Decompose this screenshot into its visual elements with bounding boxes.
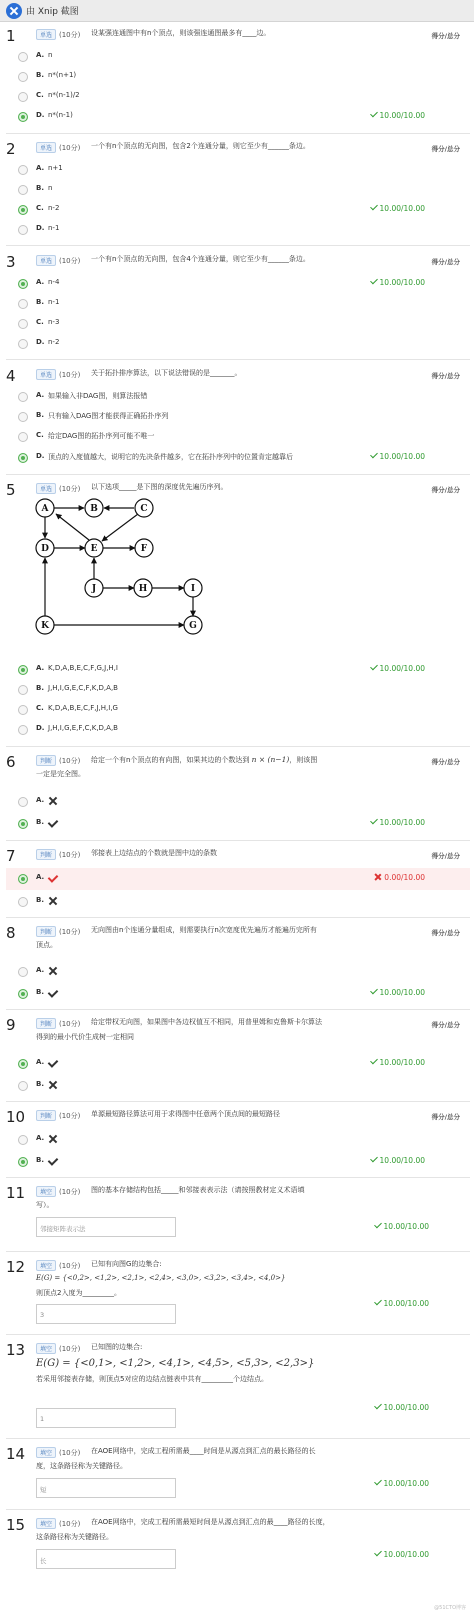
result-score: 10.00/10.00 (371, 664, 425, 673)
option-text: K,D,A,B,E,C,F,J,H,I,G (48, 704, 118, 712)
correct-check-icon (371, 204, 378, 211)
question-number: 8 (6, 924, 16, 942)
radio-button[interactable] (18, 705, 28, 715)
radio-button[interactable] (18, 897, 28, 907)
result-score: 10.00/10.00 (371, 204, 425, 213)
radio-button[interactable] (18, 225, 28, 235)
question-points: (10分) (59, 1345, 81, 1353)
graph-node-label: K (41, 621, 49, 631)
question-number: 1 (6, 27, 16, 45)
question-type-badge: 判断 (36, 849, 56, 860)
question-type-badge: 填空 (36, 1447, 56, 1458)
cross-icon (48, 896, 58, 906)
question-text: 给定带权无向图，如果图中各边权值互不相同，用普里姆和克鲁斯卡尔算法 (91, 1018, 322, 1026)
check-icon (48, 1156, 58, 1166)
option-text: 如果输入非DAG图，则算法报错 (48, 392, 148, 400)
correct-check-icon (371, 988, 378, 995)
radio-button-selected[interactable] (18, 819, 28, 829)
option-row[interactable] (6, 221, 470, 239)
option-row[interactable] (6, 701, 470, 719)
option-row-selected[interactable] (6, 449, 470, 467)
question-type-badge: 判断 (36, 755, 56, 766)
question-points: (10分) (59, 1449, 81, 1457)
question-type-badge: 单选 (36, 369, 56, 380)
question-text: 在AOE网络中，完成工程所需最短时间是从源点到汇点的最____路径的长度， (91, 1518, 330, 1526)
question-text: 邻接表上边结点的个数就是图中边的条数 (91, 849, 217, 857)
answer-input[interactable]: 长 (36, 1549, 176, 1569)
option-row-selected[interactable] (6, 815, 470, 833)
question-number: 4 (6, 367, 16, 385)
correct-check-icon (371, 111, 378, 118)
correct-check-icon (371, 1156, 378, 1163)
question-points: (10分) (59, 485, 81, 493)
question-number: 5 (6, 481, 16, 499)
option-icon-wrap (48, 1156, 58, 1166)
correct-check-icon (371, 452, 378, 459)
formula: n × (n−1) (251, 755, 290, 764)
option-label: B. (36, 411, 44, 419)
question-points: (10分) (59, 1520, 81, 1528)
question-text: 关于拓扑排序算法，以下说法错误的是_______。 (91, 369, 242, 377)
option-row[interactable] (6, 963, 470, 981)
radio-button[interactable] (18, 685, 28, 695)
option-text: n*(n-1) (48, 111, 73, 119)
divider (6, 133, 470, 134)
question-points: (10分) (59, 1262, 81, 1270)
radio-button[interactable] (18, 432, 28, 442)
score-header: 得分/总分 (431, 1021, 460, 1029)
option-label: D. (36, 224, 45, 232)
option-text: n (48, 51, 53, 59)
question-text: 在AOE网络中，完成工程所需最____时间是从源点到汇点的最长路径的长 (91, 1447, 316, 1455)
question-graph-diagram (34, 498, 214, 638)
option-label: A. (36, 1134, 45, 1142)
cross-icon (48, 966, 58, 976)
option-label: C. (36, 91, 44, 99)
edge-set-formula: E(G) = {<0,1>, <1,2>, <4,1>, <4,5>, <5,3>, <2,3>} (36, 1358, 315, 1369)
result-score: 10.00/10.00 (375, 1550, 429, 1559)
option-label: B. (36, 684, 44, 692)
option-row[interactable] (6, 315, 470, 333)
option-label: B. (36, 184, 44, 192)
option-row[interactable] (6, 428, 470, 446)
result-score: 10.00/10.00 (371, 452, 425, 461)
check-icon (48, 818, 58, 828)
radio-button-selected[interactable] (18, 665, 28, 675)
option-text: n+1 (48, 164, 63, 172)
radio-button[interactable] (18, 392, 28, 402)
score-header: 得分/总分 (431, 32, 460, 40)
option-icon-wrap (48, 1134, 58, 1144)
option-row[interactable] (6, 181, 470, 199)
divider (6, 1438, 470, 1439)
result-score: 10.00/10.00 (375, 1222, 429, 1231)
question-points: (10分) (59, 257, 81, 265)
option-text: n-1 (48, 224, 60, 232)
question-text-continued: 顶点。 (36, 941, 57, 949)
option-text: n*(n+1) (48, 71, 77, 79)
option-label: B. (36, 1156, 44, 1164)
option-row[interactable] (6, 408, 470, 426)
radio-button[interactable] (18, 185, 28, 195)
option-text: n*(n-1)/2 (48, 91, 80, 99)
option-label: A. (36, 796, 45, 804)
question-type-badge: 填空 (36, 1518, 56, 1529)
correct-check-icon (371, 818, 378, 825)
option-row[interactable] (6, 1077, 470, 1095)
result-score: 10.00/10.00 (375, 1403, 429, 1412)
option-row[interactable] (6, 295, 470, 313)
option-text: J,H,I,G,E,C,F,K,D,A,B (48, 684, 118, 692)
graph-node-label: G (189, 621, 197, 631)
question-type-badge: 单选 (36, 255, 56, 266)
radio-button[interactable] (18, 72, 28, 82)
question-points: (10分) (59, 371, 81, 379)
correct-check-icon (375, 1403, 382, 1410)
option-text: n-2 (48, 204, 60, 212)
graph-node-label: C (140, 504, 148, 514)
cross-icon (48, 796, 58, 806)
option-label: B. (36, 298, 44, 306)
option-label: A. (36, 164, 45, 172)
score-header: 得分/总分 (431, 372, 460, 380)
option-label: B. (36, 988, 44, 996)
radio-button-selected[interactable] (18, 453, 28, 463)
radio-button[interactable] (18, 92, 28, 102)
cross-icon (48, 1080, 58, 1090)
check-icon (48, 873, 58, 883)
result-score: 0.00/10.00 (374, 873, 425, 882)
check-icon (48, 1058, 58, 1068)
option-row[interactable] (6, 161, 470, 179)
option-row[interactable] (6, 48, 470, 66)
radio-button-selected[interactable] (18, 1059, 28, 1069)
option-label: A. (36, 278, 45, 286)
correct-check-icon (371, 1058, 378, 1065)
graph-node-label: F (140, 544, 148, 554)
graph-node-label: D (41, 544, 49, 554)
result-score: 10.00/10.00 (371, 988, 425, 997)
score-header: 得分/总分 (431, 258, 460, 266)
radio-button-selected[interactable] (18, 874, 28, 884)
option-text: 顶点的入度值越大，说明它的先决条件越多，它在拓扑序列中的位置肯定越靠后 (48, 453, 293, 461)
divider (6, 917, 470, 918)
result-score: 10.00/10.00 (375, 1299, 429, 1308)
option-row-selected[interactable] (6, 201, 470, 219)
question-text-continued: 写）。 (36, 1201, 54, 1209)
option-icon-wrap (48, 896, 58, 906)
question-text: 已知有向图G的边集合: (91, 1260, 162, 1268)
divider (6, 474, 470, 475)
option-icon-wrap (48, 873, 58, 883)
result-score: 10.00/10.00 (371, 1058, 425, 1067)
option-row-selected[interactable] (6, 108, 470, 126)
divider (6, 840, 470, 841)
option-text: K,D,A,B,E,C,F,G,J,H,I (48, 664, 118, 672)
watermark: @51CTO博客 (434, 1605, 466, 1611)
correct-check-icon (375, 1479, 382, 1486)
question-number: 7 (6, 847, 16, 865)
question-type-badge: 判断 (36, 1018, 56, 1029)
correct-check-icon (371, 664, 378, 671)
option-text: J,H,I,G,E,F,C,K,D,A,B (48, 724, 118, 732)
score-header: 得分/总分 (431, 852, 460, 860)
question-text-continued: 得到的最小代价生成树一定相同 (36, 1033, 134, 1041)
question-number: 14 (6, 1445, 26, 1463)
xnip-logo-icon (6, 3, 22, 19)
radio-button-selected[interactable] (18, 205, 28, 215)
question-type-badge: 判断 (36, 926, 56, 937)
question-type-badge: 填空 (36, 1260, 56, 1271)
radio-button[interactable] (18, 967, 28, 977)
question-text: 图的基本存储结构包括_____和邻接表表示法（请按照教材定义术语填 (91, 1186, 305, 1194)
option-row[interactable] (6, 335, 470, 353)
question-text-continued: 一定是完全图。 (36, 770, 85, 778)
question-number: 3 (6, 253, 16, 271)
graph-node-label: H (138, 584, 148, 594)
option-text: n-2 (48, 338, 60, 346)
option-row[interactable] (6, 893, 470, 911)
option-row-selected[interactable] (6, 1153, 470, 1171)
question-type-badge: 填空 (36, 1343, 56, 1354)
radio-button-selected[interactable] (18, 1157, 28, 1167)
radio-button[interactable] (18, 299, 28, 309)
question-points: (10分) (59, 928, 81, 936)
radio-button[interactable] (18, 412, 28, 422)
option-text: n (48, 184, 53, 192)
option-label: A. (36, 966, 45, 974)
window-titlebar (0, 0, 474, 22)
score-header: 得分/总分 (431, 929, 460, 937)
radio-button[interactable] (18, 339, 28, 349)
question-text-continued: 这条路径称为关键路径。 (36, 1533, 113, 1541)
question-number: 10 (6, 1108, 26, 1126)
question-points: (10分) (59, 144, 81, 152)
radio-button[interactable] (18, 797, 28, 807)
option-label: B. (36, 818, 44, 826)
result-score: 10.00/10.00 (371, 818, 425, 827)
graph-edge (56, 514, 89, 540)
result-score: 10.00/10.00 (371, 1156, 425, 1165)
graph-node-label: E (90, 544, 98, 554)
option-label: C. (36, 704, 44, 712)
option-icon-wrap (48, 1080, 58, 1090)
option-label: B. (36, 71, 44, 79)
correct-check-icon (375, 1222, 382, 1229)
question-type-badge: 单选 (36, 142, 56, 153)
score-header: 得分/总分 (431, 758, 460, 766)
divider (6, 1009, 470, 1010)
option-label: C. (36, 431, 44, 439)
correct-check-icon (371, 278, 378, 285)
radio-button[interactable] (18, 1081, 28, 1091)
result-score: 10.00/10.00 (371, 278, 425, 287)
answer-input[interactable]: 1 (36, 1408, 176, 1428)
option-label: A. (36, 664, 45, 672)
score-header: 得分/总分 (431, 1113, 460, 1121)
wrong-cross-icon (374, 873, 382, 881)
option-icon-wrap (48, 818, 58, 828)
result-score: 10.00/10.00 (371, 111, 425, 120)
correct-check-icon (375, 1299, 382, 1306)
result-score: 10.00/10.00 (375, 1479, 429, 1488)
option-icon-wrap (48, 1058, 58, 1068)
divider (6, 1251, 470, 1252)
question-text: 给定一个有n个顶点的有向图，如果其边的个数达到 n × (n−1)，则该图 (91, 755, 318, 764)
question-text-continued: 度，这条路径称为关键路径。 (36, 1462, 127, 1470)
option-text: 给定DAG图的拓扑序列可能不唯一 (48, 432, 155, 440)
graph-node-label: J (91, 584, 97, 594)
question-number: 13 (6, 1341, 26, 1359)
radio-button-selected[interactable] (18, 989, 28, 999)
radio-button-selected[interactable] (18, 279, 28, 289)
option-text: n-4 (48, 278, 60, 286)
question-text: 已知图的边集合: (91, 1343, 143, 1351)
divider (6, 245, 470, 246)
question-number: 11 (6, 1184, 26, 1202)
question-type-badge: 判断 (36, 1110, 56, 1121)
option-row[interactable] (6, 68, 470, 86)
option-row-selected[interactable] (6, 661, 470, 679)
option-icon-wrap (48, 966, 58, 976)
score-header: 得分/总分 (431, 145, 460, 153)
question-text: 一个有n个顶点的无向图，包含4个连通分量，则它至少有______条边。 (91, 255, 310, 263)
question-number: 9 (6, 1016, 16, 1034)
radio-button[interactable] (18, 1135, 28, 1145)
question-number: 6 (6, 753, 16, 771)
option-row[interactable] (6, 721, 470, 739)
radio-button[interactable] (18, 52, 28, 62)
radio-button-selected[interactable] (18, 112, 28, 122)
question-number: 2 (6, 140, 16, 158)
question-points: (10分) (59, 1112, 81, 1120)
option-label: A. (36, 391, 45, 399)
edge-set-formula: E(G) = {<0,2>, <1,2>, <2,1>, <2,4>, <3,0>, <3,2>, <3,4>, <4,0>} (36, 1274, 286, 1282)
option-label: B. (36, 896, 44, 904)
question-text: 以下选项_____是下图的深度优先遍历序列。 (91, 483, 228, 491)
option-row[interactable] (6, 793, 470, 811)
option-row-selected-wrong[interactable] (6, 868, 470, 890)
question-text: 一个有n个顶点的无向图，包含2个连通分量，则它至少有______条边。 (91, 142, 310, 150)
window-title: 由 Xnip 截图 (26, 7, 79, 17)
question-points: (10分) (59, 851, 81, 859)
divider (6, 1101, 470, 1102)
option-label: A. (36, 873, 45, 881)
question-text-continued: 则顶点2入度为_________。 (36, 1289, 121, 1297)
divider (6, 1177, 470, 1178)
score-header: 得分/总分 (431, 486, 460, 494)
option-label: D. (36, 724, 45, 732)
radio-button[interactable] (18, 319, 28, 329)
question-type-badge: 单选 (36, 483, 56, 494)
option-text: n-1 (48, 298, 60, 306)
graph-node-label: B (90, 504, 98, 514)
option-row-selected[interactable] (6, 1055, 470, 1073)
option-label: D. (36, 452, 45, 460)
divider (6, 746, 470, 747)
cross-icon (48, 1134, 58, 1144)
divider (6, 1334, 470, 1335)
answer-input[interactable]: 3 (36, 1304, 176, 1324)
option-row[interactable] (6, 388, 470, 406)
answer-input[interactable]: 邻接矩阵表示法 (36, 1217, 176, 1237)
option-text: n-3 (48, 318, 60, 326)
option-label: A. (36, 1058, 45, 1066)
correct-check-icon (375, 1550, 382, 1557)
question-text-continued: 若采用邻接表存储，则顶点5对应的边结点链表中共有_________个边结点。 (36, 1375, 268, 1383)
option-label: B. (36, 1080, 44, 1088)
option-label: D. (36, 111, 45, 119)
question-points: (10分) (59, 1188, 81, 1196)
option-label: C. (36, 318, 44, 326)
option-row[interactable] (6, 681, 470, 699)
option-label: D. (36, 338, 45, 346)
option-row-selected[interactable] (6, 275, 470, 293)
option-label: C. (36, 204, 44, 212)
graph-node-label: A (41, 504, 49, 514)
divider (6, 359, 470, 360)
question-points: (10分) (59, 1020, 81, 1028)
question-number: 15 (6, 1516, 26, 1534)
option-icon-wrap (48, 988, 58, 998)
divider (6, 1509, 470, 1510)
radio-button[interactable] (18, 725, 28, 735)
check-icon (48, 988, 58, 998)
option-text: 只有输入DAG图才能获得正确拓扑序列 (48, 412, 169, 420)
question-points: (10分) (59, 757, 81, 765)
option-icon-wrap (48, 796, 58, 806)
answer-input[interactable]: 短 (36, 1478, 176, 1498)
question-text: 单源最短路径算法可用于求得图中任意两个顶点间的最短路径 (91, 1110, 280, 1118)
question-text: 设某强连通图中有n个顶点，则该强连通图最多有____边。 (91, 29, 271, 37)
radio-button[interactable] (18, 165, 28, 175)
option-label: A. (36, 51, 45, 59)
option-row[interactable] (6, 1131, 470, 1149)
graph-node-label: I (190, 584, 196, 594)
question-type-badge: 填空 (36, 1186, 56, 1197)
question-type-badge: 单选 (36, 29, 56, 40)
question-points: (10分) (59, 31, 81, 39)
graph-edge (102, 514, 138, 541)
question-text: 无向图由n个连通分量组成，则需要执行n次宽度优先遍历才能遍历完所有 (91, 926, 317, 934)
option-row-selected[interactable] (6, 985, 470, 1003)
question-number: 12 (6, 1258, 26, 1276)
option-row[interactable] (6, 88, 470, 106)
